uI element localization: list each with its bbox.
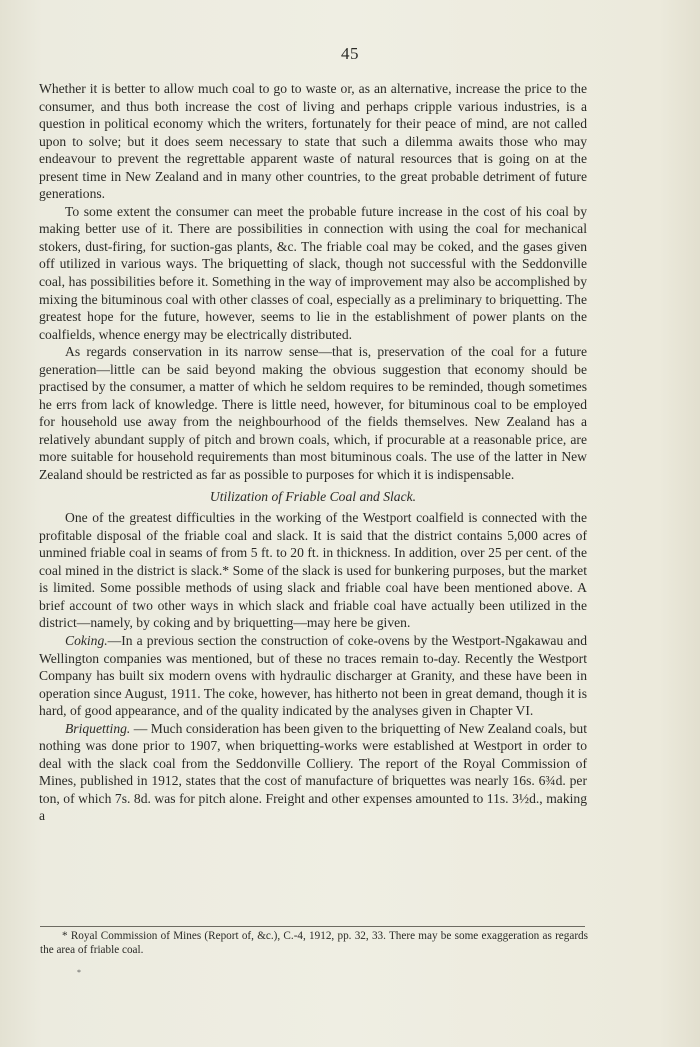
body-text bbox=[39, 80, 587, 825]
briquetting-run-in-heading: Briquetting. bbox=[65, 720, 131, 736]
paragraph-conservation: As regards conservation in its narrow sense—that is, preservation of the coal for a future generation—little can be said beyond making the obvious suggestion that economy should be practised by the consumer, a matter of which he seldom requires to be reminded, though sometimes he errs from lack of knowledge. There is little need, however, for bituminous coal to be employed for household use away from the neighbourhood of the fields themselves. New Zealand has a relatively abundant supply of pitch and brown coals, which, if procurable at a reasonable price, are more suitable for household requirements than most bituminous coals. The use of the latter in New Zealand should be restricted as far as possible to purposes for which it is indispensable. bbox=[39, 344, 587, 483]
stray-asterisk: * bbox=[77, 968, 81, 977]
coking-text: —In a previous section the construction of coke-ovens by the Westport-Ngakawau and Wellington companies was mentioned, but of these no traces remain to-day. Recently the Westport Company has built six modern ovens with hydraulic discharger at Granity, and these have been in operation since August, 1911. The coke, however, has hitherto not been in great demand, though it is hard, of good appearance, and of the quality indicated by the analyses given in Chapter VI. bbox=[39, 632, 587, 719]
section-heading: Utilization of Friable Coal and Slack. bbox=[209, 488, 417, 504]
page-number: 45 bbox=[341, 44, 359, 63]
briquetting-text: — Much consideration has been given to the briquetting of New Zealand coals, but nothing was done prior to 1907, when briquetting-works were established at Westport in order to deal with the slack coal from the Seddonville Colliery. The report of the Royal Commission of Mines, published in 1912, states that the cost of manufacture of briquettes was nearly 16s. 6¾d. per ton, of which 7s. 8d. was for pitch alone. Freight and other expenses amounted to 11s. 3½d., making a bbox=[39, 720, 587, 824]
footnote-rule bbox=[40, 926, 585, 927]
paragraph-briquetting bbox=[39, 720, 587, 825]
paragraph-friable-coal: One of the greatest difficulties in the working of the Westport coalfield is connected with the profitable disposal of the friable coal and slack. It is said that the district contains 5,000 acres of unmined friable coal in seams of from 5 ft. to 20 ft. in thickness. In addition, over 25 per cent. of the coal mined in the district is slack.* Some of the slack is used for bunkering purposes, but the market is limited. Some possible methods of using slack and friable coal have been mentioned above. A brief account of two other ways in which slack and friable coal have actually been utilized in the district—namely, by coking and by briquetting—may here be given. bbox=[39, 510, 587, 631]
footnote: * Royal Commission of Mines (Report of, &c.), C.-4, 1912, pp. 32, 33. There may be some exaggeration as regards the area of friable coal. bbox=[40, 930, 588, 956]
coking-run-in-heading: Coking. bbox=[65, 632, 108, 648]
paragraph-waste-dilemma: Whether it is better to allow much coal to go to waste or, as an alternative, increase the price to the consumer, and thus both increase the cost of living and perhaps cripple various industries, is a question in political economy which the writers, fortunately for their peace of mind, are not called upon to solve; but it does seem necessary to state that such a dilemma awaits those who may endeavour to prevent the regrettable apparent waste of natural resources that is going on at the present time in New Zealand and in many other countries, to the great probable detriment of future generations. bbox=[39, 81, 587, 202]
paragraph-coking bbox=[39, 632, 587, 720]
paragraph-better-use: To some extent the consumer can meet the probable future increase in the cost of his coal by making better use of it. There are possibilities in connection with using the coal for mechanical stokers, dust-firing, for suction-gas plants, &c. The friable coal may be coked, and the gases given off utilized in various ways. The briquetting of slack, though not successful with the Seddonville coal, has possibilities before it. Something in the way of improvement may also be accomplished by mixing the bituminous coal with other classes of coal, especially as a preliminary to briquetting. The greatest hope for the future, however, seems to lie in the establishment of power plants on the coalfields, whence energy may be electrically distributed. bbox=[39, 203, 587, 342]
